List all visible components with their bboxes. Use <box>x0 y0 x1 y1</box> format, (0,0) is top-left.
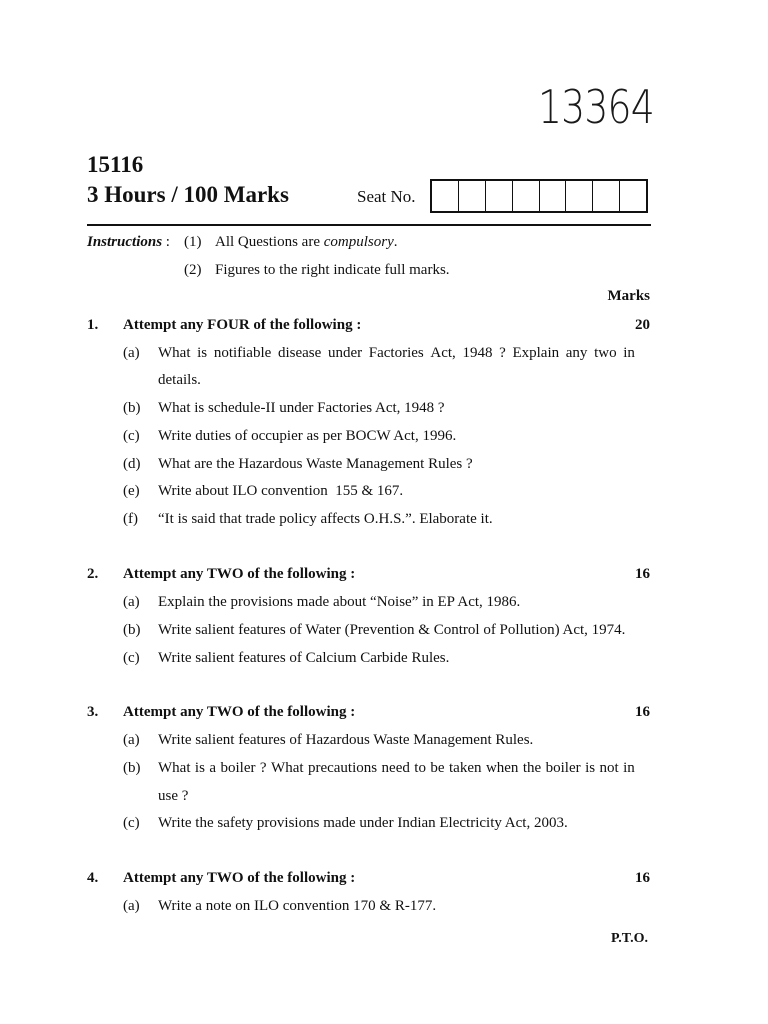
q3-part-label: (b) <box>123 760 141 776</box>
q3-part-label: (c) <box>123 815 140 831</box>
q1-part-e-text: Write about ILO convention 155 & 167. <box>158 483 404 499</box>
seat-digit-box <box>513 181 540 211</box>
question-3-marks: 16 <box>635 704 650 720</box>
question-3-number: 3. <box>87 704 99 720</box>
question-4-marks: 16 <box>635 870 650 886</box>
page-turn-footer: P.T.O. <box>611 931 648 946</box>
seat-digit-box <box>486 181 513 211</box>
question-1-marks: 20 <box>635 317 650 333</box>
q1-part-label: (a) <box>123 345 140 361</box>
q2-part-c-text: Write salient features of Calcium Carbide Rules. <box>158 650 450 666</box>
q2-part-b-text: Write salient features of Water (Prevention & Control of Pollution) Act, 1974. <box>158 622 626 638</box>
question-2-marks: 16 <box>635 566 650 582</box>
q1-part-f-text: “It is said that trade policy affects O.H.S.”. Elaborate it. <box>158 511 493 527</box>
q2-part-a-text: Explain the provisions made about “Noise” in EP Act, 1986. <box>158 594 521 610</box>
q1-part-label: (c) <box>123 428 140 444</box>
q1-part-label: (d) <box>123 456 141 472</box>
q2-part-label: (b) <box>123 622 141 638</box>
question-3-title: Attempt any TWO of the following : <box>123 704 356 720</box>
instruction-2-text: Figures to the right indicate full marks. <box>215 262 450 278</box>
q3-part-b-text-line2: use ? <box>158 788 189 804</box>
paper-code: 13364 <box>538 80 654 134</box>
instructions-heading: Instructions : <box>87 234 170 250</box>
question-1-number: 1. <box>87 317 99 333</box>
q1-part-a-text-line1: What is notifiable disease under Factories Act, 1948 ? Explain any two in <box>158 345 635 361</box>
seat-number-label: Seat No. <box>357 187 416 206</box>
seat-digit-box <box>432 181 459 211</box>
q3-part-b-text-line1: What is a boiler ? What precautions need to be taken when the boiler is not in <box>158 760 635 776</box>
marks-column-header: Marks <box>607 288 650 304</box>
seat-digit-box <box>540 181 567 211</box>
question-4-title: Attempt any TWO of the following : <box>123 870 356 886</box>
question-4-number: 4. <box>87 870 99 886</box>
question-2-number: 2. <box>87 566 99 582</box>
q2-part-label: (a) <box>123 594 140 610</box>
q3-part-c-text: Write the safety provisions made under Indian Electricity Act, 2003. <box>158 815 568 831</box>
instruction-1-num: (1) <box>184 234 202 250</box>
instruction-1-text: All Questions are compulsory. <box>215 234 398 250</box>
question-2-title: Attempt any TWO of the following : <box>123 566 356 582</box>
q2-part-label: (c) <box>123 650 140 666</box>
seat-digit-box <box>620 181 646 211</box>
q1-part-label: (f) <box>123 511 138 527</box>
seat-digit-box <box>459 181 486 211</box>
seat-digit-box <box>593 181 620 211</box>
q4-part-a-text: Write a note on ILO convention 170 & R-177. <box>158 898 437 914</box>
subject-code: 15116 <box>87 152 144 177</box>
q1-part-a-text-line2: details. <box>158 372 201 388</box>
q1-part-b-text: What is schedule-II under Factories Act, 1948 ? <box>158 400 445 416</box>
duration-marks: 3 Hours / 100 Marks <box>87 182 289 207</box>
q4-part-label: (a) <box>123 898 140 914</box>
q1-part-c-text: Write duties of occupier as per BOCW Act, 1996. <box>158 428 457 444</box>
q1-part-label: (e) <box>123 483 140 499</box>
q3-part-label: (a) <box>123 732 140 748</box>
seat-number-boxes <box>430 179 648 213</box>
instruction-2-num: (2) <box>184 262 202 278</box>
q1-part-d-text: What are the Hazardous Waste Management Rules ? <box>158 456 473 472</box>
q3-part-a-text: Write salient features of Hazardous Waste Management Rules. <box>158 732 534 748</box>
q1-part-label: (b) <box>123 400 141 416</box>
question-1-title: Attempt any FOUR of the following : <box>123 317 362 333</box>
header-divider <box>87 224 651 226</box>
seat-digit-box <box>566 181 593 211</box>
